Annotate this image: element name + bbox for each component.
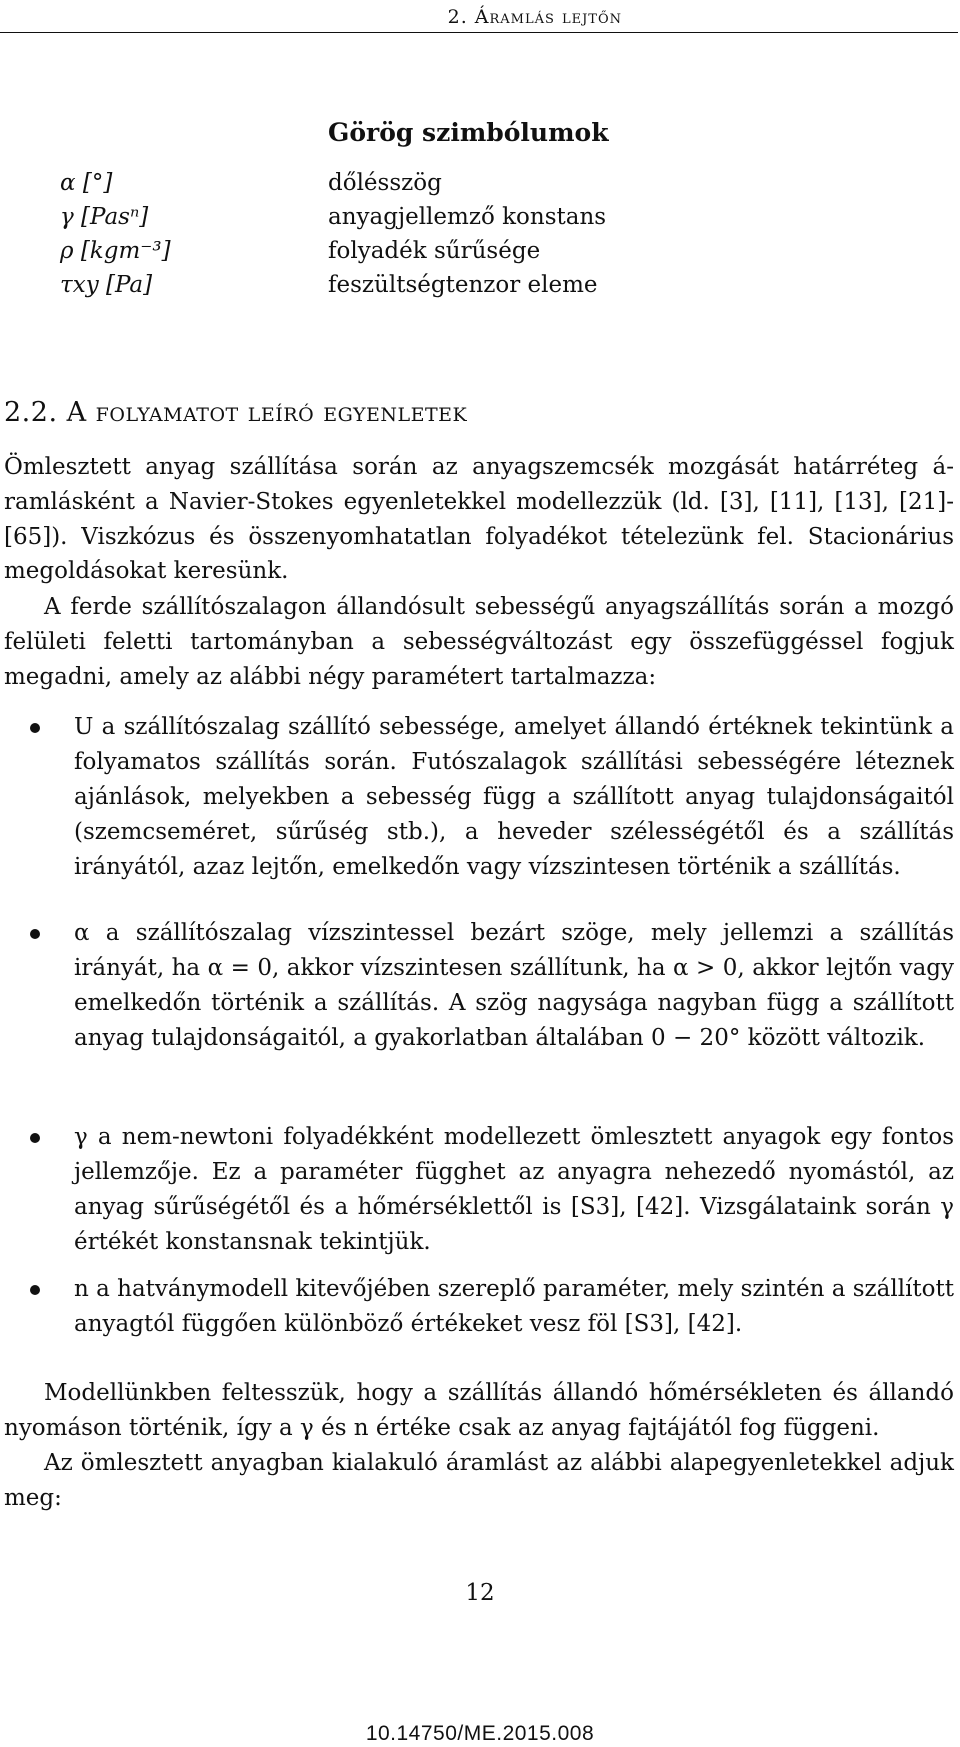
symbol-row	[60, 272, 880, 306]
symbol-description: dőlésszög	[328, 170, 442, 196]
symbol: ρ [kgm⁻³]	[60, 238, 171, 264]
symbol-row	[60, 204, 880, 238]
page-number: 12	[465, 1580, 495, 1606]
paragraph-intro: Ömlesztett anyag szállítása során az anyagszemcsék mozgását határréteg á-ramlásként a Navier-Stokes egyenletekkel modellezzük (ld. [3], [11], [13], [21]-[65]). Viszkózus és összenyomhatatlan folyadékot tételezünk fel. Stacionárius megoldásokat keresünk.	[4, 454, 954, 585]
symbol-row	[60, 238, 880, 272]
paragraph-equations: Az ömlesztett anyagban kialakuló áramlást az alábbi alapegyenletekkel adjuk meg:	[4, 1450, 954, 1511]
doi: 10.14750/ME.2015.008	[365, 1722, 595, 1745]
list-item-text: γ a nem-newtoni folyadékként modellezett ömlesztett anyagok egy fontos jellemzője. Ez a paraméter függhet az anyagra nehezedő nyomástól, az anyag sűrűségétől és a hőmérséklettől is [S3], [42]. Vizsgálataink során γ értékét konstansnak tekintjük.	[74, 1124, 954, 1255]
symbol: τxy [Pa]	[60, 272, 153, 298]
symbol-description: feszültségtenzor eleme	[328, 272, 598, 298]
bullet-icon	[30, 723, 40, 733]
running-title: 2. Áramlás lejtőn	[447, 6, 622, 28]
bullet-icon	[30, 929, 40, 939]
symbol: γ [Pasⁿ]	[60, 204, 149, 230]
paragraph-parameters: A ferde szállítószalagon állandósult sebességű anyagszállítás során a mozgó felületi feletti tartományban a sebességváltozást egy összefüggéssel fogjuk megadni, amely az alábbi négy paramétert tartalmazza:	[4, 594, 954, 690]
bullet-icon	[30, 1133, 40, 1143]
list-item-text: U a szállítószalag szállító sebessége, amelyet állandó értéknek tekintünk a folyamatos szállítás során. Futószalagok szállítási sebességére léteznek ajánlások, melyekben a sebesség függ a szállított anyag tulajdonságaitól (szemcseméret, sűrűség stb.), a heveder szélességétől és a szállítás irányától, azaz lejtőn, emelkedőn vagy vízszintesen történik a szállítás.	[74, 714, 954, 880]
list-item-text: α a szállítószalag vízszintessel bezárt szöge, mely jellemzi a szállítás irányát, ha α = 0, akkor vízszintesen szállítunk, ha α > 0, akkor lejtőn vagy emelkedőn történik a szállítás. A szög nagysága nagyban függ a szállított anyag tulajdonságaitól, a gyakorlatban általában 0 − 20° között változik.	[74, 920, 954, 1051]
section-heading: 2.2. A folyamatot leíró egyenletek	[4, 397, 468, 428]
running-header	[0, 4, 958, 33]
paragraph-assumption: Modellünkben feltesszük, hogy a szállítás állandó hőmérsékleten és állandó nyomáson történik, így a γ és n értéke csak az anyag fajtájától fog függeni.	[4, 1380, 954, 1441]
symbol-row	[60, 170, 880, 204]
symbol: α [°]	[60, 170, 113, 196]
symbol-description: anyagjellemző konstans	[328, 204, 607, 230]
bullet-icon	[30, 1285, 40, 1295]
greek-symbols-title: Görög szimbólumok	[328, 118, 609, 147]
list-item-text: n a hatványmodell kitevőjében szereplő paraméter, mely szintén a szállított anyagtól függően különböző értékeket vesz föl [S3], [42].	[74, 1276, 954, 1337]
symbol-description: folyadék sűrűsége	[328, 238, 541, 264]
